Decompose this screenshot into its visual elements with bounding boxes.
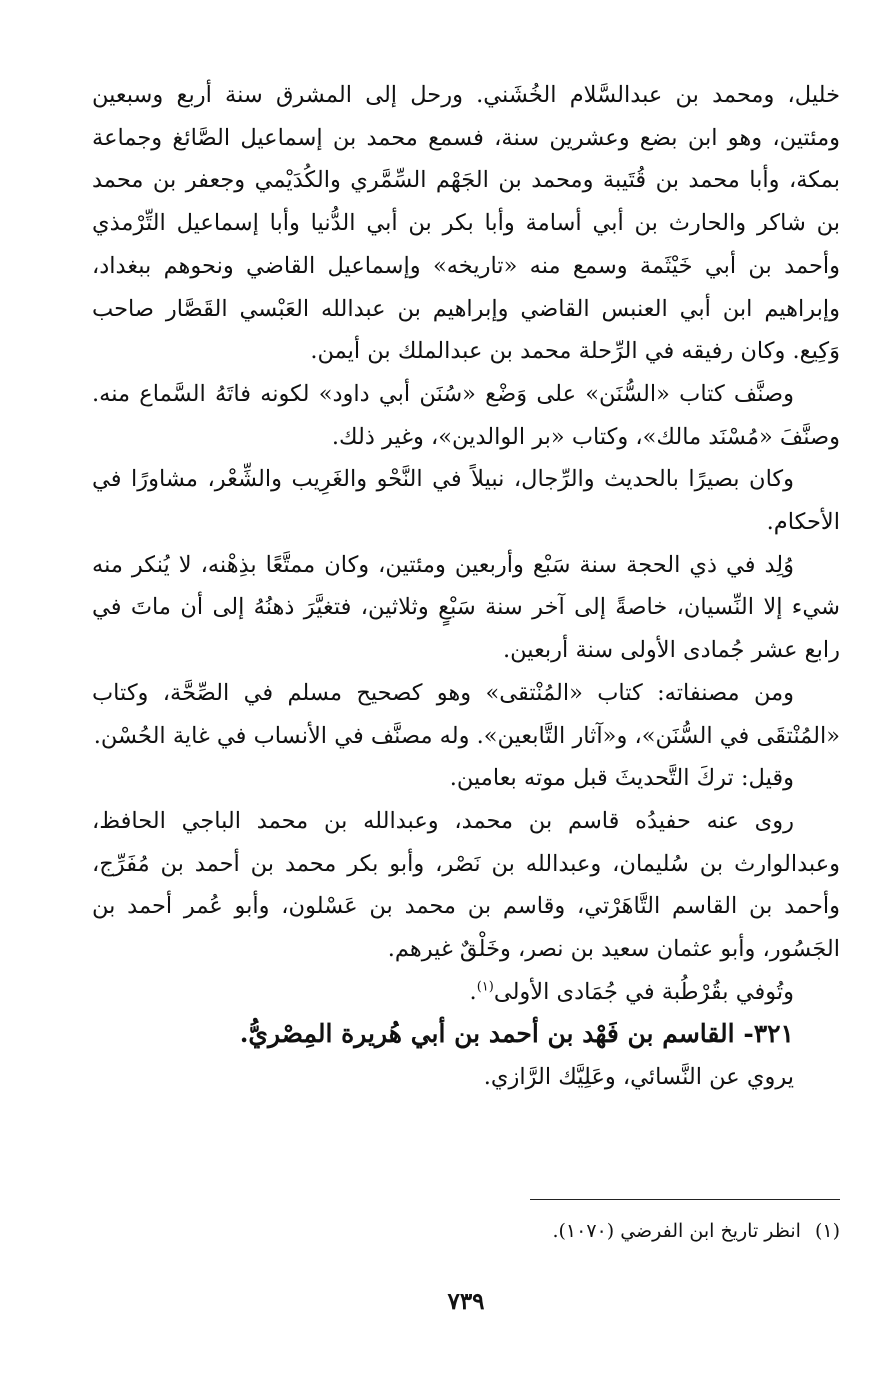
- page-body: [92, 74, 840, 1314]
- paragraph-birth: وُلِد في ذي الحجة سنة سَبْع وأربعين ومئتين، وكان ممتَّعًا بذِهْنه، لا يُنكر منه شيء إلا النِّسيان، خاصةً إلى آخر سنة سَبْعٍ وثلاثين، فتغيَّرَ ذهنُهُ إلى أن ماتَ في رابع عشر جُمادى الأولى سنة أربعين.: [92, 551, 840, 664]
- death-line: وتُوفي بقُرْطُبة في جُمَادى الأولى: [493, 978, 794, 1005]
- death-line-end: .: [469, 978, 477, 1005]
- footnote-text: انظر تاريخ ابن الفرضي (١٠٧٠).: [552, 1220, 801, 1242]
- paragraph-expertise: وكان بصيرًا بالحديث والرِّجال، نبيلاً في النَّحْو والغَرِيب والشِّعْر، مشاورًا في الأحكام.: [92, 466, 840, 536]
- entry-heading: ٣٢١- القاسم بن فَهْد بن أحمد بن أبي هُريرة المِصْريُّ.: [239, 1019, 794, 1049]
- page-number: ٧٣٩: [447, 1288, 485, 1315]
- footnote-number: (١): [814, 1220, 840, 1242]
- footnote-reference: (١): [476, 979, 494, 995]
- footnote-divider: [530, 1199, 840, 1200]
- paragraph-students: روى عنه حفيدُه قاسم بن محمد، وعبدالله بن محمد الباجي الحافظ، وعبدالوارث بن سُليمان، وعبدالله بن نَصْر، وأبو بكر محمد بن أحمد بن مُفَرِّج، وأحمد بن القاسم التَّاهَرْتي، وقاسم بن محمد بن عَسْلون، وأبو عُمر أحمد بن الجَسُور، وأبو عثمان سعيد بن نصر، وخَلْقٌ غيرهم.: [92, 807, 840, 963]
- footnote: [552, 1216, 840, 1246]
- entry-text: يروي عن النَّسائي، وعَلِيَّك الرَّازي.: [483, 1064, 794, 1091]
- paragraph-death: [92, 971, 840, 1014]
- paragraph-works: وصنَّف كتاب «السُّنَن» على وَضْع «سُنَن أبي داود» لكونه فاتَهُ السَّماع منه. وصنَّفَ «مُسْنَد مالك»، وكتاب «بر الوالدين»، وغير ذلك.: [92, 380, 840, 450]
- paragraph-writings: ومن مصنفاته: كتاب «المُنْتقى» وهو كصحيح مسلم في الصِّحَّة، وكتاب «المُنْتقَى في السُّنَن»، و«آثار التَّابعين». وله مصنَّف في الأنساب في غاية الحُسْن.: [92, 679, 840, 749]
- paragraph-biography: خليل، ومحمد بن عبدالسَّلام الخُشَني. ورحل إلى المشرق سنة أربع وسبعين ومئتين، وهو ابن بضع وعشرين سنة، فسمع محمد بن إسماعيل الصَّائغ وجماعة بمكة، وأبا محمد بن قُتَيبة ومحمد بن الجَهْم السِّمَّري والكُدَيْمي وجعفر بن محمد بن شاكر والحارث بن أبي أسامة وأبا بكر بن أبي الدُّنيا وأبا إسماعيل التِّرْمذي وأحمد بن أبي خَيْثَمة وسمع منه «تاريخه» وإسماعيل القاضي ونحوهم ببغداد، وإبراهيم ابن أبي العنبس القاضي وإبراهيم بن عبدالله العَبْسي القَصَّار صاحب وَكِيع. وكان رفيقه في الرِّحلة محمد بن عبدالملك بن أيمن.: [92, 82, 840, 365]
- paragraph-stopped-narrating: وقيل: تركَ التَّحديثَ قبل موته بعامين.: [449, 765, 794, 792]
